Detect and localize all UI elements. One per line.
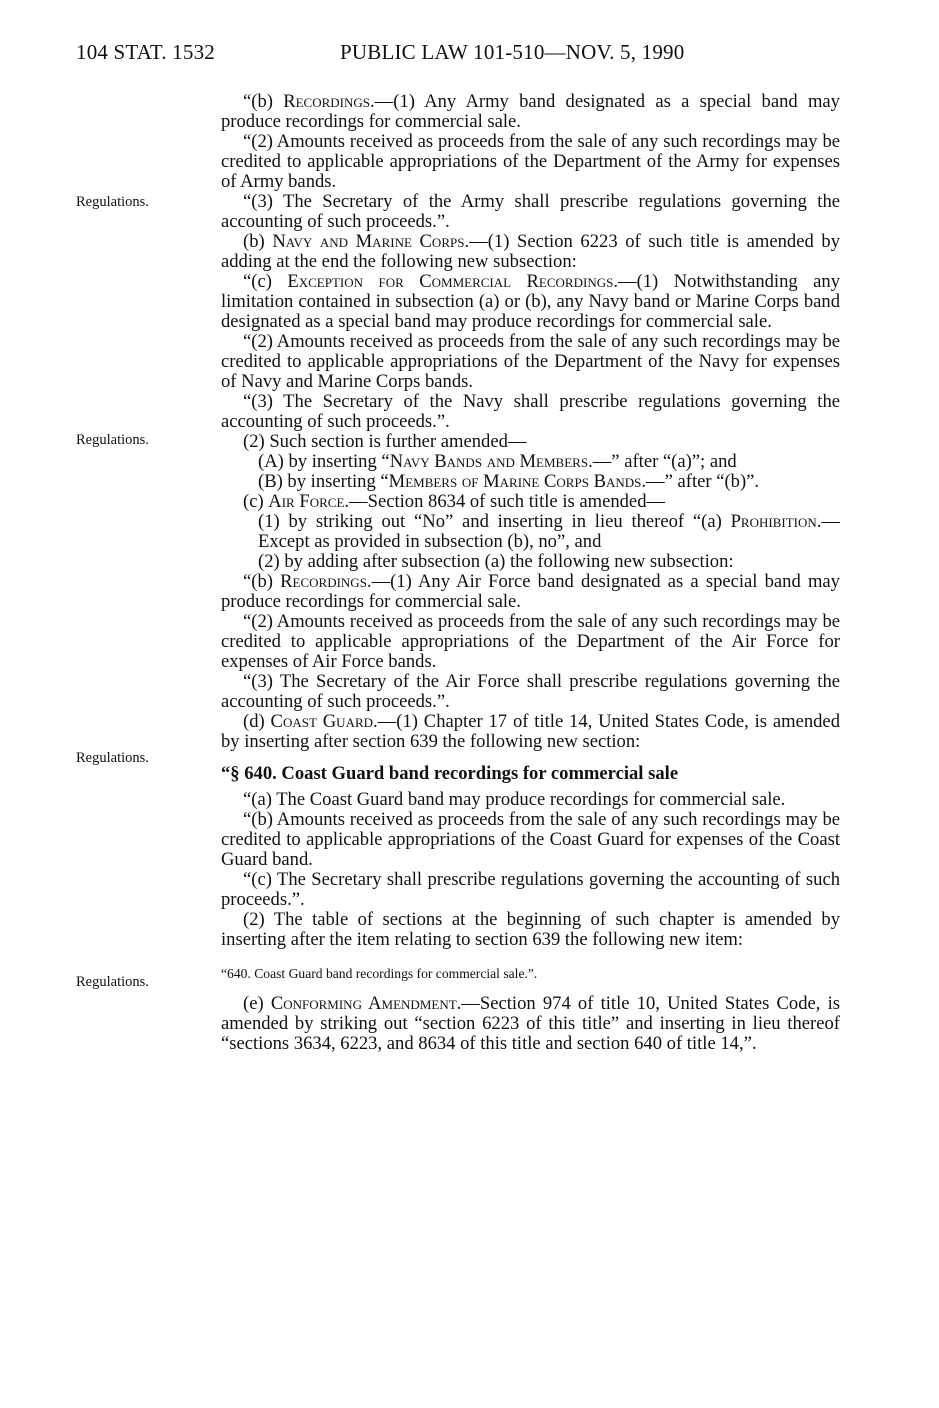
paragraph: “(3) The Secretary of the Army shall prescribe regulations governing the accounting of such proceeds.”. [221, 191, 840, 232]
paragraph: (d) Coast Guard.—(1) Chapter 17 of title 14, United States Code, is amended by inserting after section 639 the following new section: [221, 711, 840, 752]
paragraph: “(b) Recordings.—(1) Any Air Force band designated as a special band may produce recordings for commercial sale. [221, 571, 840, 612]
margin-note-regulations-2: Regulations. [76, 432, 149, 448]
document-body [221, 92, 840, 1054]
paragraph: “(3) The Secretary of the Air Force shall prescribe regulations governing the accounting of such proceeds.”. [221, 671, 840, 712]
paragraph: (c) Air Force.—Section 8634 of such title is amended— [243, 491, 666, 512]
paragraph: “(2) Amounts received as proceeds from the sale of any such recordings may be credited to applicable appropriations of the Department of the Army for expenses of Army bands. [221, 131, 840, 192]
paragraph: “(2) Amounts received as proceeds from the sale of any such recordings may be credited to applicable appropriations of the Department of the Air Force for expenses of Air Force bands. [221, 611, 840, 672]
paragraph: (e) Conforming Amendment.—Section 974 of title 10, United States Code, is amended by striking out “section 6223 of this title” and inserting in lieu thereof “sections 3634, 6223, and 8634 of this title and section 640 of title 14,”. [221, 993, 840, 1054]
paragraph: “(3) The Secretary of the Navy shall prescribe regulations governing the accounting of such proceeds.”. [221, 391, 840, 432]
paragraph: (B) by inserting “Members of Marine Corps Bands.—” after “(b)”. [258, 471, 760, 492]
paragraph: “(a) The Coast Guard band may produce recordings for commercial sale. [243, 789, 786, 810]
paragraph: (2) by adding after subsection (a) the following new subsection: [258, 551, 734, 572]
table-of-sections-item: “640. Coast Guard band recordings for commercial sale.”. [221, 966, 538, 981]
paragraph: “(c) The Secretary shall prescribe regulations governing the accounting of such proceeds.”. [221, 869, 840, 910]
paragraph: “(c) Exception for Commercial Recordings.—(1) Notwithstanding any limitation contained in subsection (a) or (b), any Navy band or Marine Corps band designated as a special band may produce recordings for commercial sale. [221, 271, 840, 332]
paragraph: (b) Navy and Marine Corps.—(1) Section 6223 of such title is amended by adding at the end the following new subsection: [221, 231, 840, 272]
margin-note-regulations-4: Regulations. [76, 974, 149, 990]
margin-note-regulations-3: Regulations. [76, 750, 149, 766]
paragraph: “(b) Amounts received as proceeds from the sale of any such recordings may be credited to applicable appropriations of the Coast Guard for expenses of the Coast Guard band. [221, 809, 840, 870]
section-heading: “§ 640. Coast Guard band recordings for commercial sale [221, 763, 679, 784]
paragraph: “(2) Amounts received as proceeds from the sale of any such recordings may be credited to applicable appropriations of the Department of the Navy for expenses of Navy and Marine Corps bands. [221, 331, 840, 392]
paragraph: (2) Such section is further amended— [243, 431, 527, 452]
paragraph: “(b) Recordings.—(1) Any Army band designated as a special band may produce recordings for commercial sale. [221, 91, 840, 132]
paragraph: (2) The table of sections at the beginning of such chapter is amended by inserting after the item relating to section 639 the following new item: [221, 909, 840, 950]
paragraph: (1) by striking out “No” and inserting in lieu thereof “(a) Prohibition.—Except as provided in subsection (b), no”, and [258, 511, 840, 552]
page-citation: 104 STAT. 1532 [76, 40, 215, 64]
page-title: PUBLIC LAW 101-510—NOV. 5, 1990 [340, 40, 685, 64]
paragraph: (A) by inserting “Navy Bands and Members.—” after “(a)”; and [258, 451, 737, 472]
margin-note-regulations-1: Regulations. [76, 194, 149, 210]
